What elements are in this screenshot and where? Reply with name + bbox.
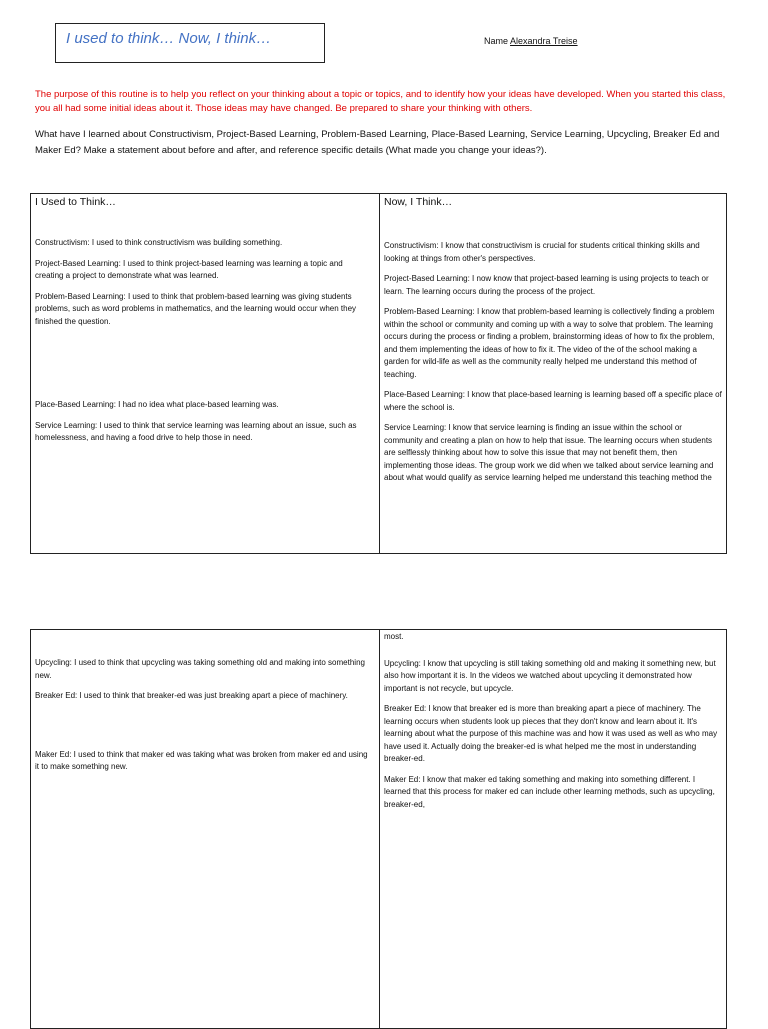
document-title: I used to think… Now, I think… <box>66 30 272 47</box>
name-value: Alexandra Treise <box>510 36 578 46</box>
used-to-think-column-continued <box>35 630 373 774</box>
left-paragraph: Breaker Ed: I used to think that breaker-ed was just breaking apart a piece of machinery. <box>35 691 348 700</box>
left-paragraph: Maker Ed: I used to think that maker ed was taking what was broken from maker ed and using it to make something new. <box>35 749 368 771</box>
column-divider <box>379 194 380 553</box>
now-i-think-header: Now, I Think… <box>384 196 453 208</box>
right-paragraph: most. <box>384 632 404 641</box>
now-i-think-column-continued <box>384 630 722 811</box>
right-paragraph: Place-Based Learning: I know that place-based learning is learning based off a specific place of where the school is. <box>384 390 722 412</box>
column-divider <box>379 630 380 1028</box>
left-paragraph: Upcycling: I used to think that upcycling was taking something old and making into something new. <box>35 658 365 680</box>
left-paragraph: Place-Based Learning: I had no idea what place-based learning was. <box>35 400 279 409</box>
used-to-think-header: I Used to Think… <box>35 196 116 208</box>
right-paragraph: Service Learning: I know that service learning is finding an issue within the school or community and creating a plan on how to help that issue. The learning occurs when students are selflessly thinking about how to solve this issue that may not benefit them, then implementing those ideas. The group work we did when we talked about service learning and about what would qualify as service learning helped me understand this teaching method the <box>384 423 714 482</box>
right-paragraph: Maker Ed: I know that maker ed taking something and making into something different. I learned that this process for maker ed can include other learning methods, such as upcycling, breaker-ed, <box>384 774 715 809</box>
right-paragraph: Constructivism: I know that constructivism is crucial for students critical thinking skills and looking at things from other's perspectives. <box>384 241 700 263</box>
used-to-think-column <box>35 194 373 445</box>
right-paragraph: Project-Based Learning: I now know that project-based learning is using projects to teach or learn. The learning occurs during the process of the project. <box>384 274 709 296</box>
name-line <box>484 36 578 46</box>
right-paragraph: Breaker Ed: I know that breaker ed is more than breaking apart a piece of machinery. The learning occurs when students look up pieces that they don't know and learn about it. It's learning about what the purpose of this machine was and how it was used as well as who may have used it. Actually doing the breaker-ed is what helped me the most in understanding breaker-ed. <box>384 704 718 763</box>
table-before-after-2 <box>30 629 727 1029</box>
right-paragraph: Upcycling: I know that upcycling is still taking something old and making it something new, but also how important it is. In the videos we watched about upcycling it demonstrated how important is not recycle, but upcycle. <box>384 658 716 693</box>
left-paragraph: Constructivism: I used to think constructivism was building something. <box>35 238 283 247</box>
title-box <box>55 23 325 63</box>
left-paragraph: Project-Based Learning: I used to think project-based learning was learning a topic and creating a project to demonstrate what was learned. <box>35 258 343 280</box>
table-before-after-1 <box>30 193 727 554</box>
right-paragraph: Problem-Based Learning: I know that problem-based learning is collectively finding a problem within the school or community and coming up with a way to solve that problem. The learning occurs during the process or finding a problem, brainstorming ideas of how to fix the problem, and them implementing the ideas of how to fix it. The video of the of the school making a garden for wild-life as well as the community really helped me understand this method of teaching. <box>384 307 715 379</box>
question-text: What have I learned about Constructivism, Project-Based Learning, Problem-Based Learning, Place-Based Learning, Service Learning, Upcycling, Breaker Ed and Maker Ed? Make a statement about before and after, and reference specific details (What made you change your ideas?). <box>35 129 720 156</box>
now-i-think-column <box>384 194 722 485</box>
left-paragraph: Service Learning: I used to think that service learning was learning about an issue, such as homelessness, and having a food drive to help those in need. <box>35 420 357 442</box>
name-label: Name <box>484 36 509 46</box>
left-paragraph: Problem-Based Learning: I used to think that problem-based learning was giving students problems, such as word problems in mathematics, and the learning would occur when they finished the question. <box>35 291 357 326</box>
purpose-text: The purpose of this routine is to help you reflect on your thinking about a topic or topics, and to identify how your ideas have developed. When you started this class, you all had some initial ideas about it. Those ideas may have changed. Be prepared to share your thinking with others. <box>35 89 726 114</box>
